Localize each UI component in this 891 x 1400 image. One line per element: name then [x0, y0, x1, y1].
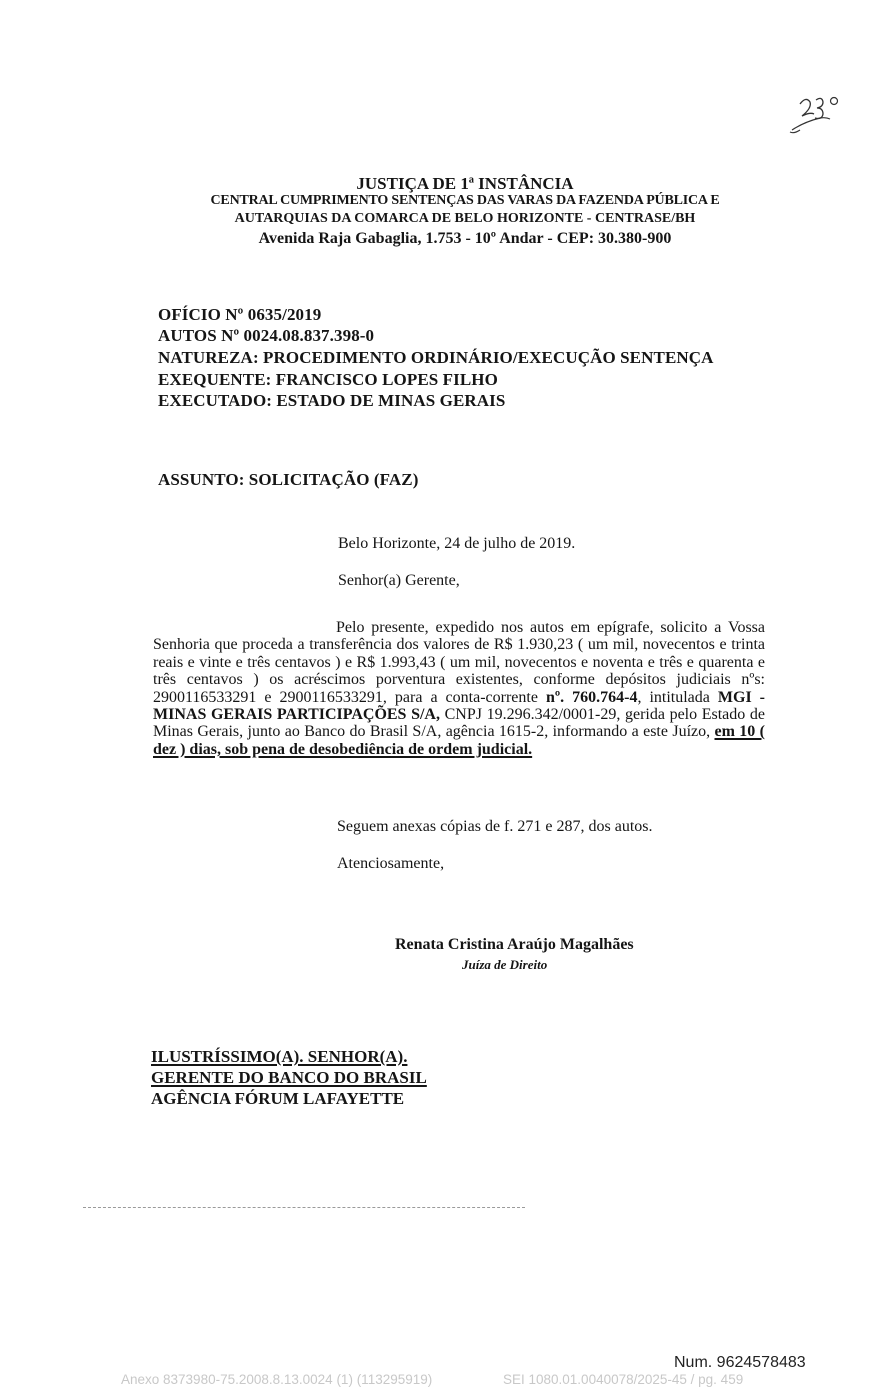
- handwritten-page-number: [786, 92, 846, 138]
- letter-salutation: Senhor(a) Gerente,: [338, 572, 460, 589]
- court-division-line1: CENTRAL CUMPRIMENTO SENTENÇAS DAS VARAS DA FAZENDA PÚBLICA E: [210, 193, 720, 208]
- deadline-warning: em 10 ( dez ) dias, sob pena de desobediência de ordem judicial.: [153, 723, 765, 758]
- addressee-line3: AGÊNCIA FÓRUM LAFAYETTE: [151, 1089, 405, 1108]
- anexo-reference: Anexo 8373980-75.2008.8.13.0024 (1) (113295919): [121, 1372, 433, 1387]
- divider-line: [83, 1207, 525, 1208]
- attachments-note: Seguem anexas cópias de f. 271 e 287, dos autos.: [337, 818, 653, 835]
- sei-reference: SEI 1080.01.0040078/2025-45 / pg. 459: [503, 1372, 744, 1387]
- signer-title: Juíza de Direito: [462, 957, 548, 972]
- body-text-2: , intitulada: [637, 688, 718, 706]
- exequente: EXEQUENTE: FRANCISCO LOPES FILHO: [158, 370, 498, 389]
- body-text-3: CNPJ 19.296.342/0001-29, gerida pelo Estado de Minas Gerais, junto ao Banco do Brasil S/A, agência 1615-2, informando a este Juízo,: [153, 706, 766, 741]
- assunto: ASSUNTO: SOLICITAÇÃO (FAZ): [158, 470, 419, 489]
- addressee-line2: GERENTE DO BANCO DO BRASIL: [151, 1068, 427, 1087]
- account-holder: MGI - MINAS GERAIS PARTICIPAÇÕES S/A,: [153, 688, 765, 724]
- letter-date: Belo Horizonte, 24 de julho de 2019.: [338, 535, 576, 552]
- executado: EXECUTADO: ESTADO DE MINAS GERAIS: [158, 391, 506, 410]
- natureza: NATUREZA: PROCEDIMENTO ORDINÁRIO/EXECUÇÃO SENTENÇA: [158, 348, 714, 367]
- court-address: Avenida Raja Gabaglia, 1.753 - 10º Andar - CEP: 30.380-900: [258, 230, 672, 247]
- signer-name: Renata Cristina Araújo Magalhães: [395, 936, 634, 953]
- account-number: nº. 760.764-4: [545, 688, 638, 706]
- document-number: Num. 9624578483: [674, 1354, 806, 1371]
- body-text-1: Pelo presente, expedido nos autos em epígrafe, solicito a Vossa Senhoria que proceda a transferência dos valores de R$ 1.930,23 ( um mil, novecentos e trinta reais e vinte e três centavos ) e R$ 1.993,43 ( um mil, novecentos e noventa e três e quarenta e três centavos ) os acréscimos porventura existentes, conforme depósitos judiciais nºs: 2900116533291 e 2900116533291, para a conta-corrente: [153, 619, 765, 706]
- court-name: JUSTIÇA DE 1ª INSTÂNCIA: [356, 174, 574, 193]
- autos-number: AUTOS Nº 0024.08.837.398-0: [158, 326, 375, 345]
- addressee-line1: ILUSTRÍSSIMO(A). SENHOR(A).: [151, 1047, 408, 1066]
- letter-body: [153, 619, 765, 758]
- closing: Atenciosamente,: [337, 855, 445, 872]
- oficio-number: OFÍCIO Nº 0635/2019: [158, 305, 322, 324]
- court-division-line2: AUTARQUIAS DA COMARCA DE BELO HORIZONTE - CENTRASE/BH: [234, 211, 696, 226]
